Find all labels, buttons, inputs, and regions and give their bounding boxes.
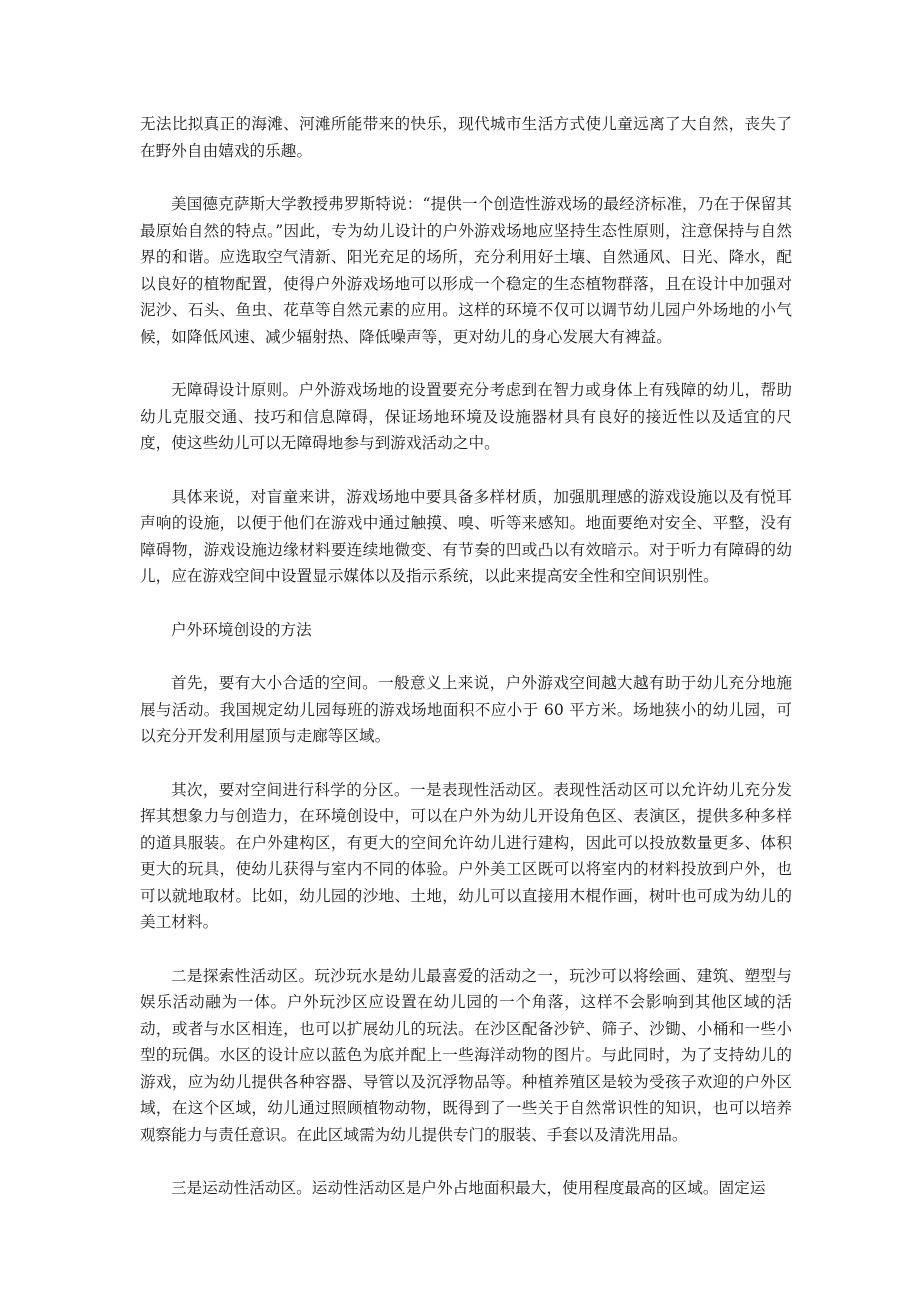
- paragraph-specifics: 具体来说，对盲童来讲，游戏场地中要具备多样材质，加强肌理感的游戏设施以及有悦耳声响的设施，以便于他们在游戏中通过触摸、嗅、听等来感知。地面要绝对安全、平整，没有障碍物，游戏设施边缘材料要连续地微变、有节奏的凹或凸以有效暗示。对于听力有障碍的幼儿，应在游戏空间中设置显示媒体以及指示系统，以此来提高安全性和空间识别性。: [140, 487, 792, 585]
- paragraph-zoning-sports: 三是运动性活动区。运动性活动区是户外占地面积最大，使用程度最高的区域。固定运: [171, 1179, 766, 1197]
- paragraph-ecological-principle: 美国德克萨斯大学教授弗罗斯特说：“提供一个创造性游戏场的最经济标准，乃在于保留其最原始自然的特点。”因此，专为幼儿设计的户外游戏场地应坚持生态性原则，注意保持与自然界的和谐。应选取空气清新、阳光充足的场所，充分利用好土壤、自然通风、日光、降水，配以良好的植物配置，使得户外游戏场地可以形成一个稳定的生态植物群落，且在设计中加强对泥沙、石头、鱼虫、花草等自然元素的应用。这样的环境不仅可以调节幼儿园户外场地的小气候，如降低风速、减少辐射热、降低噪声等，更对幼儿的身心发展大有裨益。: [140, 195, 792, 346]
- section-heading: 户外环境创设的方法: [171, 620, 312, 639]
- paragraph-zoning-exploratory: 二是探索性活动区。玩沙玩水是幼儿最喜爱的活动之一，玩沙可以将绘画、建筑、塑型与娱乐活动融为一体。户外玩沙区应设置在幼儿园的一个角落，这样不会影响到其他区域的活动，或者与水区相连，也可以扩展幼儿的玩法。在沙区配备沙铲、筛子、沙锄、小桶和一些小型的玩偶。水区的设计应以蓝色为底并配上一些海洋动物的图片。与此同时，为了支持幼儿的游戏，应为幼儿提供各种容器、导管以及沉浮物品等。种植养殖区是较为受孩子欢迎的户外区域，在这个区域，幼儿通过照顾植物动物，既得到了一些关于自然常识性的知识，也可以培养观察能力与责任意识。在此区域需为幼儿提供专门的服装、手套以及清洗用品。: [140, 966, 792, 1144]
- paragraph-space-size: 首先，要有大小合适的空间。一般意义上来说，户外游戏空间越大越有助于幼儿充分地施展与活动。我国规定幼儿园每班的游戏场地面积不应小于 60 平方米。场地狭小的幼儿园，可以充分开发利用屋顶与走廊等区域。: [140, 674, 792, 745]
- document-body: [140, 111, 792, 1229]
- paragraph-zoning-expressive: 其次，要对空间进行科学的分区。一是表现性活动区。表现性活动区可以允许幼儿充分发挥其想象力与创造力，在环境创设中，可以在户外为幼儿开设角色区、表演区，提供多种多样的道具服装。在户外建构区，有更大的空间允许幼儿进行建构，因此可以投放数量更多、体积更大的玩具，使幼儿获得与室内不同的体验。户外美工区既可以将室内的材料投放到户外，也可以就地取材。比如，幼儿园的沙地、土地，幼儿可以直接用木棍作画，树叶也可成为幼儿的美工材料。: [140, 780, 792, 931]
- paragraph-barrier-free-principle: 无障碍设计原则。户外游戏场地的设置要充分考虑到在智力或身体上有残障的幼儿，帮助幼儿克服交通、技巧和信息障碍，保证场地环境及设施器材具有良好的接近性以及适宜的尺度，使这些幼儿可以无障碍地参与到游戏活动之中。: [140, 381, 792, 452]
- paragraph-continuation: 无法比拟真正的海滩、河滩所能带来的快乐，现代城市生活方式使儿童远离了大自然，丧失了在野外自由嬉戏的乐趣。: [140, 115, 792, 160]
